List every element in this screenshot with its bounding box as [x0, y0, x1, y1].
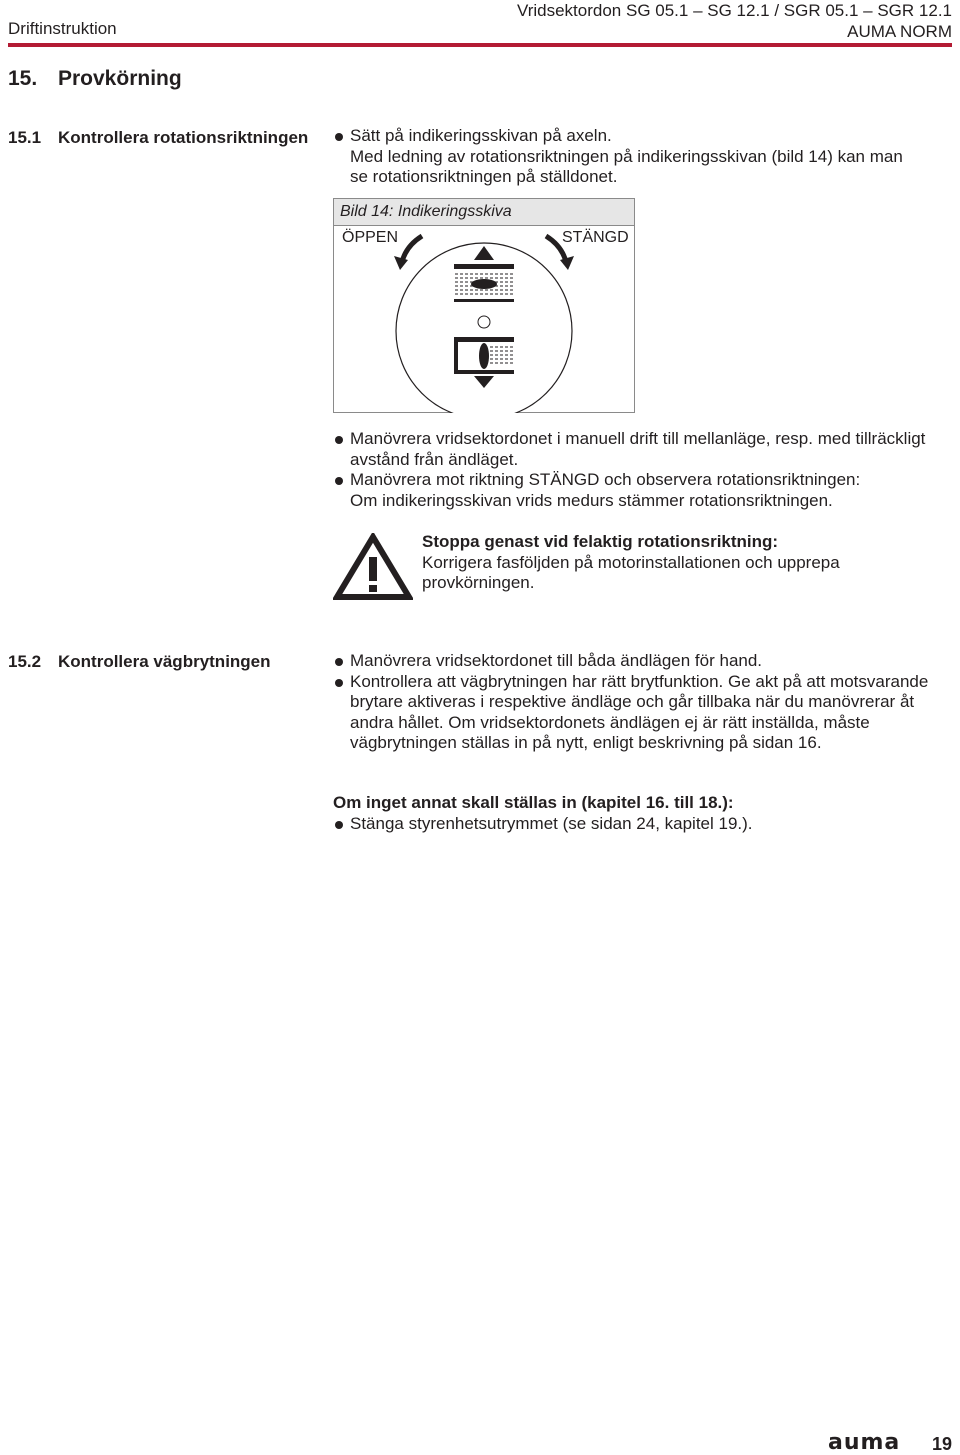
figure-indicator-disc — [333, 198, 635, 413]
label-closed: STÄNGD — [562, 229, 629, 246]
intro-paragraph: Med ledning av rotationsriktningen på indikeringsskivan (bild 14) kan man se rotationsriktningen på ställdonet. — [350, 146, 903, 186]
list-item-continuation: Om indikeringsskivan vrids medurs stämmer rotationsriktningen. — [350, 490, 833, 510]
bullet-icon — [335, 658, 343, 666]
list-item-text: Stänga styrenhetsutrymmet (se sidan 24, kapitel 19.). — [350, 813, 753, 833]
subsection-number: 15.2 — [8, 652, 42, 671]
subsection-number: 15.1 — [8, 128, 42, 147]
header-doc-type: Driftinstruktion — [8, 19, 117, 38]
list-item-text: Manövrera mot riktning STÄNGD och observera rotationsriktningen: — [350, 470, 861, 489]
subsection-title: Kontrollera rotationsriktningen — [58, 128, 309, 147]
subsection-15-2-steps — [333, 651, 933, 754]
section-number: 15. — [8, 67, 38, 90]
list-item — [333, 429, 935, 470]
auma-logo: auma — [828, 1433, 901, 1453]
list-item-text: Manövrera vridsektordonet till båda ändlägen för hand. — [350, 651, 763, 670]
bullet-icon — [335, 477, 343, 485]
subsection-15-1-steps — [333, 429, 933, 511]
header-product — [517, 0, 952, 42]
warning-title: Stoppa genast vid felaktig rotationsriktning: — [422, 532, 779, 551]
arrow-ccw-icon — [394, 236, 422, 270]
subsection-title: Kontrollera vägbrytningen — [58, 652, 271, 671]
bullet-icon — [335, 133, 343, 141]
warning-note — [422, 532, 954, 594]
figure-caption: Bild 14: Indikeringsskiva — [334, 199, 634, 226]
bullet-icon — [335, 821, 343, 829]
section-title — [8, 67, 182, 91]
list-item-text: Kontrollera att vägbrytningen har rätt brytfunktion. Ge akt på att motsvarande brytare aktiveras i respektive ändläge och går tillbaka när du manövrerar åt andra hållet. Om vridsektordonets ändlägen ej är rätt inställda, måste vägbrytningen ställas in på nytt, enligt beskrivning på sidan 16. — [350, 671, 929, 752]
header-product-line: AUMA NORM — [847, 22, 952, 41]
subsection-heading-15-1 — [8, 128, 308, 148]
header-product-models: Vridsektordon SG 05.1 – SG 12.1 / SGR 05.1 – SGR 12.1 — [517, 1, 952, 20]
subsection-15-1-intro — [333, 126, 933, 188]
warning-triangle-icon — [333, 533, 413, 601]
label-open: ÖPPEN — [342, 229, 399, 246]
center-marker — [478, 316, 490, 328]
warning-text: Korrigera fasföljden på motorinstallationen och upprepa provkörningen. — [422, 552, 840, 592]
bullet-icon — [335, 436, 343, 444]
bullet-icon — [335, 679, 343, 687]
list-item — [333, 470, 933, 491]
list-item — [333, 126, 933, 147]
list-item-text: Sätt på indikeringsskivan på axeln. — [350, 126, 612, 145]
closing-instructions — [333, 793, 933, 834]
section-title-text: Provkörning — [58, 67, 182, 90]
list-item — [333, 814, 933, 835]
page-number: 19 — [931, 1434, 952, 1454]
list-item — [333, 651, 933, 672]
indicator-disc-diagram — [334, 226, 634, 413]
list-item-text: Manövrera vridsektordonet i manuell drift till mellanläge, resp. med tillräckligt avstånd från ändläget. — [350, 429, 926, 469]
list-item — [333, 672, 940, 754]
subsection-heading-15-2 — [8, 652, 271, 672]
closing-title: Om inget annat skall ställas in (kapitel 16. till 18.): — [333, 793, 734, 812]
header-divider — [8, 43, 952, 47]
